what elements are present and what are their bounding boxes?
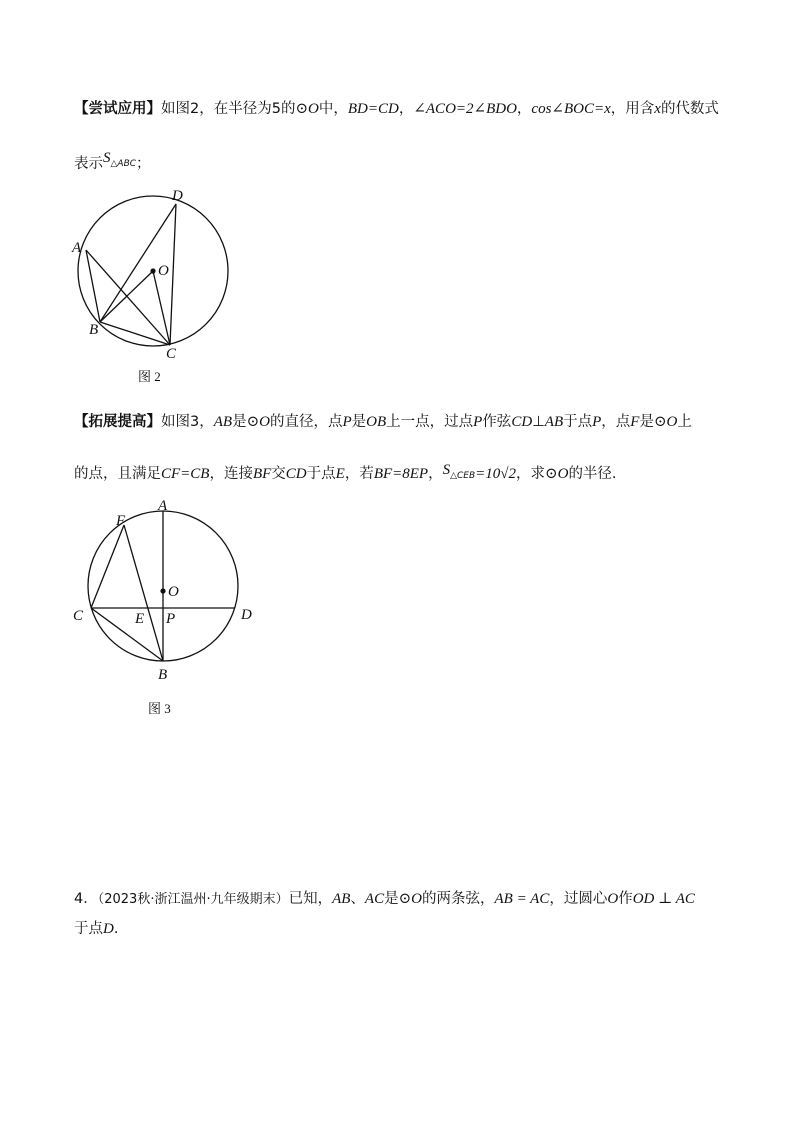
label-c: C <box>73 608 84 624</box>
section-tag: 【拓展提高】 <box>74 414 161 430</box>
text: . <box>113 921 119 937</box>
text: 的两条弦， <box>422 891 495 907</box>
circle-symbol: ⊙O <box>398 891 422 907</box>
equation: BD=CD <box>347 101 399 117</box>
text: 如图3， <box>161 414 214 430</box>
problem3-line1 <box>74 97 719 118</box>
label-o: O <box>168 584 179 600</box>
problem4-line1 <box>74 887 695 908</box>
label-a: A <box>72 240 82 256</box>
point-name: E <box>335 466 345 482</box>
text: ，若 <box>344 466 374 482</box>
figure-3 <box>60 495 270 695</box>
figure-3-caption: 图 3 <box>148 701 171 716</box>
problem3-line4 <box>74 462 617 483</box>
text: 中， <box>318 101 348 117</box>
label-c: C <box>166 346 177 362</box>
segment-bo <box>100 271 153 322</box>
text: ； <box>136 156 151 172</box>
text: ，用含 <box>610 101 655 117</box>
point-name: P <box>473 414 483 430</box>
segment-name: BF <box>252 466 272 482</box>
text: 如图2，在半径为5的 <box>161 101 296 117</box>
point-name: D <box>103 921 114 937</box>
label-e: E <box>135 611 145 627</box>
text: 的点，且满足 <box>74 466 161 482</box>
problem3-line2 <box>74 150 151 173</box>
text: ， <box>398 101 414 117</box>
text: 于点 <box>74 921 103 937</box>
segment-co <box>153 271 170 345</box>
segment-cd <box>170 204 176 345</box>
figure-2 <box>60 180 250 370</box>
equation: OD ⊥ AC <box>632 891 695 907</box>
equation: =10√2 <box>475 466 517 482</box>
problem4-line2 <box>74 917 118 938</box>
text: 作 <box>618 891 633 907</box>
circle-symbol: ⊙O <box>246 414 270 430</box>
equation: BF=8EP <box>373 466 429 482</box>
text: 于点 <box>563 414 593 430</box>
text: 上一点，过点 <box>386 414 474 430</box>
circle-symbol: ⊙O <box>545 466 569 482</box>
equation: CF=CB <box>161 466 210 482</box>
point-name: P <box>342 414 352 430</box>
text: 上 <box>677 414 692 430</box>
text: ，过圆心 <box>549 891 608 907</box>
text: 的半径. <box>568 466 617 482</box>
text: ，求 <box>516 466 546 482</box>
segment-name: AC <box>364 891 385 907</box>
problem-number: 4． <box>74 891 98 907</box>
text: 是 <box>639 414 654 430</box>
text: 的直径，点 <box>269 414 343 430</box>
text: ， <box>516 101 532 117</box>
text: 的代数式 <box>660 101 719 117</box>
segment-name: AB <box>213 414 233 430</box>
equation: cos∠BOC=x <box>531 101 611 117</box>
text: 是 <box>351 414 367 430</box>
circle-symbol: ⊙O <box>295 101 319 117</box>
label-o: O <box>158 263 169 279</box>
label-d: D <box>241 607 252 623</box>
label-d: D <box>172 188 183 204</box>
label-p: P <box>166 611 176 627</box>
label-b: B <box>89 322 99 338</box>
area-subscript: △CEB <box>450 471 476 481</box>
label-a: A <box>158 498 168 514</box>
equation: AB = AC <box>494 891 550 907</box>
text: 是 <box>232 414 247 430</box>
segment-ab <box>86 250 100 322</box>
text: ， <box>428 466 443 482</box>
text: 表示 <box>74 156 103 172</box>
text: 、 <box>350 891 365 907</box>
variable: x <box>654 101 661 117</box>
center-point-o <box>150 268 155 273</box>
text: 于点 <box>306 466 336 482</box>
equation: ∠ACO=2∠BDO <box>413 101 517 117</box>
point-name: F <box>630 414 640 430</box>
text: 是 <box>384 891 399 907</box>
problem3-line3 <box>74 410 692 431</box>
area-subscript: △ABC <box>110 159 137 169</box>
perp-symbol: ⊥ <box>532 414 545 430</box>
segment-fc <box>91 525 124 608</box>
segment-fb <box>124 525 163 661</box>
problem-source: （2023秋·浙江温州·九年级期末） <box>97 892 289 907</box>
segment-name: CD <box>511 414 533 430</box>
text: 作弦 <box>482 414 512 430</box>
label-b: B <box>158 667 168 683</box>
section-tag: 【尝试应用】 <box>74 101 161 117</box>
segment-name: CD <box>285 466 307 482</box>
circle-symbol: ⊙O <box>653 414 678 430</box>
text: ，连接 <box>209 466 253 482</box>
segment-name: OB <box>366 414 387 430</box>
point-name: P <box>592 414 602 430</box>
text: ，点 <box>601 414 631 430</box>
center-point-o <box>160 588 165 593</box>
segment-name: AB <box>332 891 351 907</box>
segment-cb <box>91 608 163 661</box>
point-name: O <box>607 891 619 907</box>
figure-2-caption: 图 2 <box>138 369 161 384</box>
text: 交 <box>271 466 286 482</box>
segment-name: AB <box>544 414 564 430</box>
area-symbol: S <box>103 150 111 166</box>
label-f: F <box>116 513 126 529</box>
area-symbol: S <box>442 462 451 478</box>
text: 已知， <box>288 891 333 907</box>
